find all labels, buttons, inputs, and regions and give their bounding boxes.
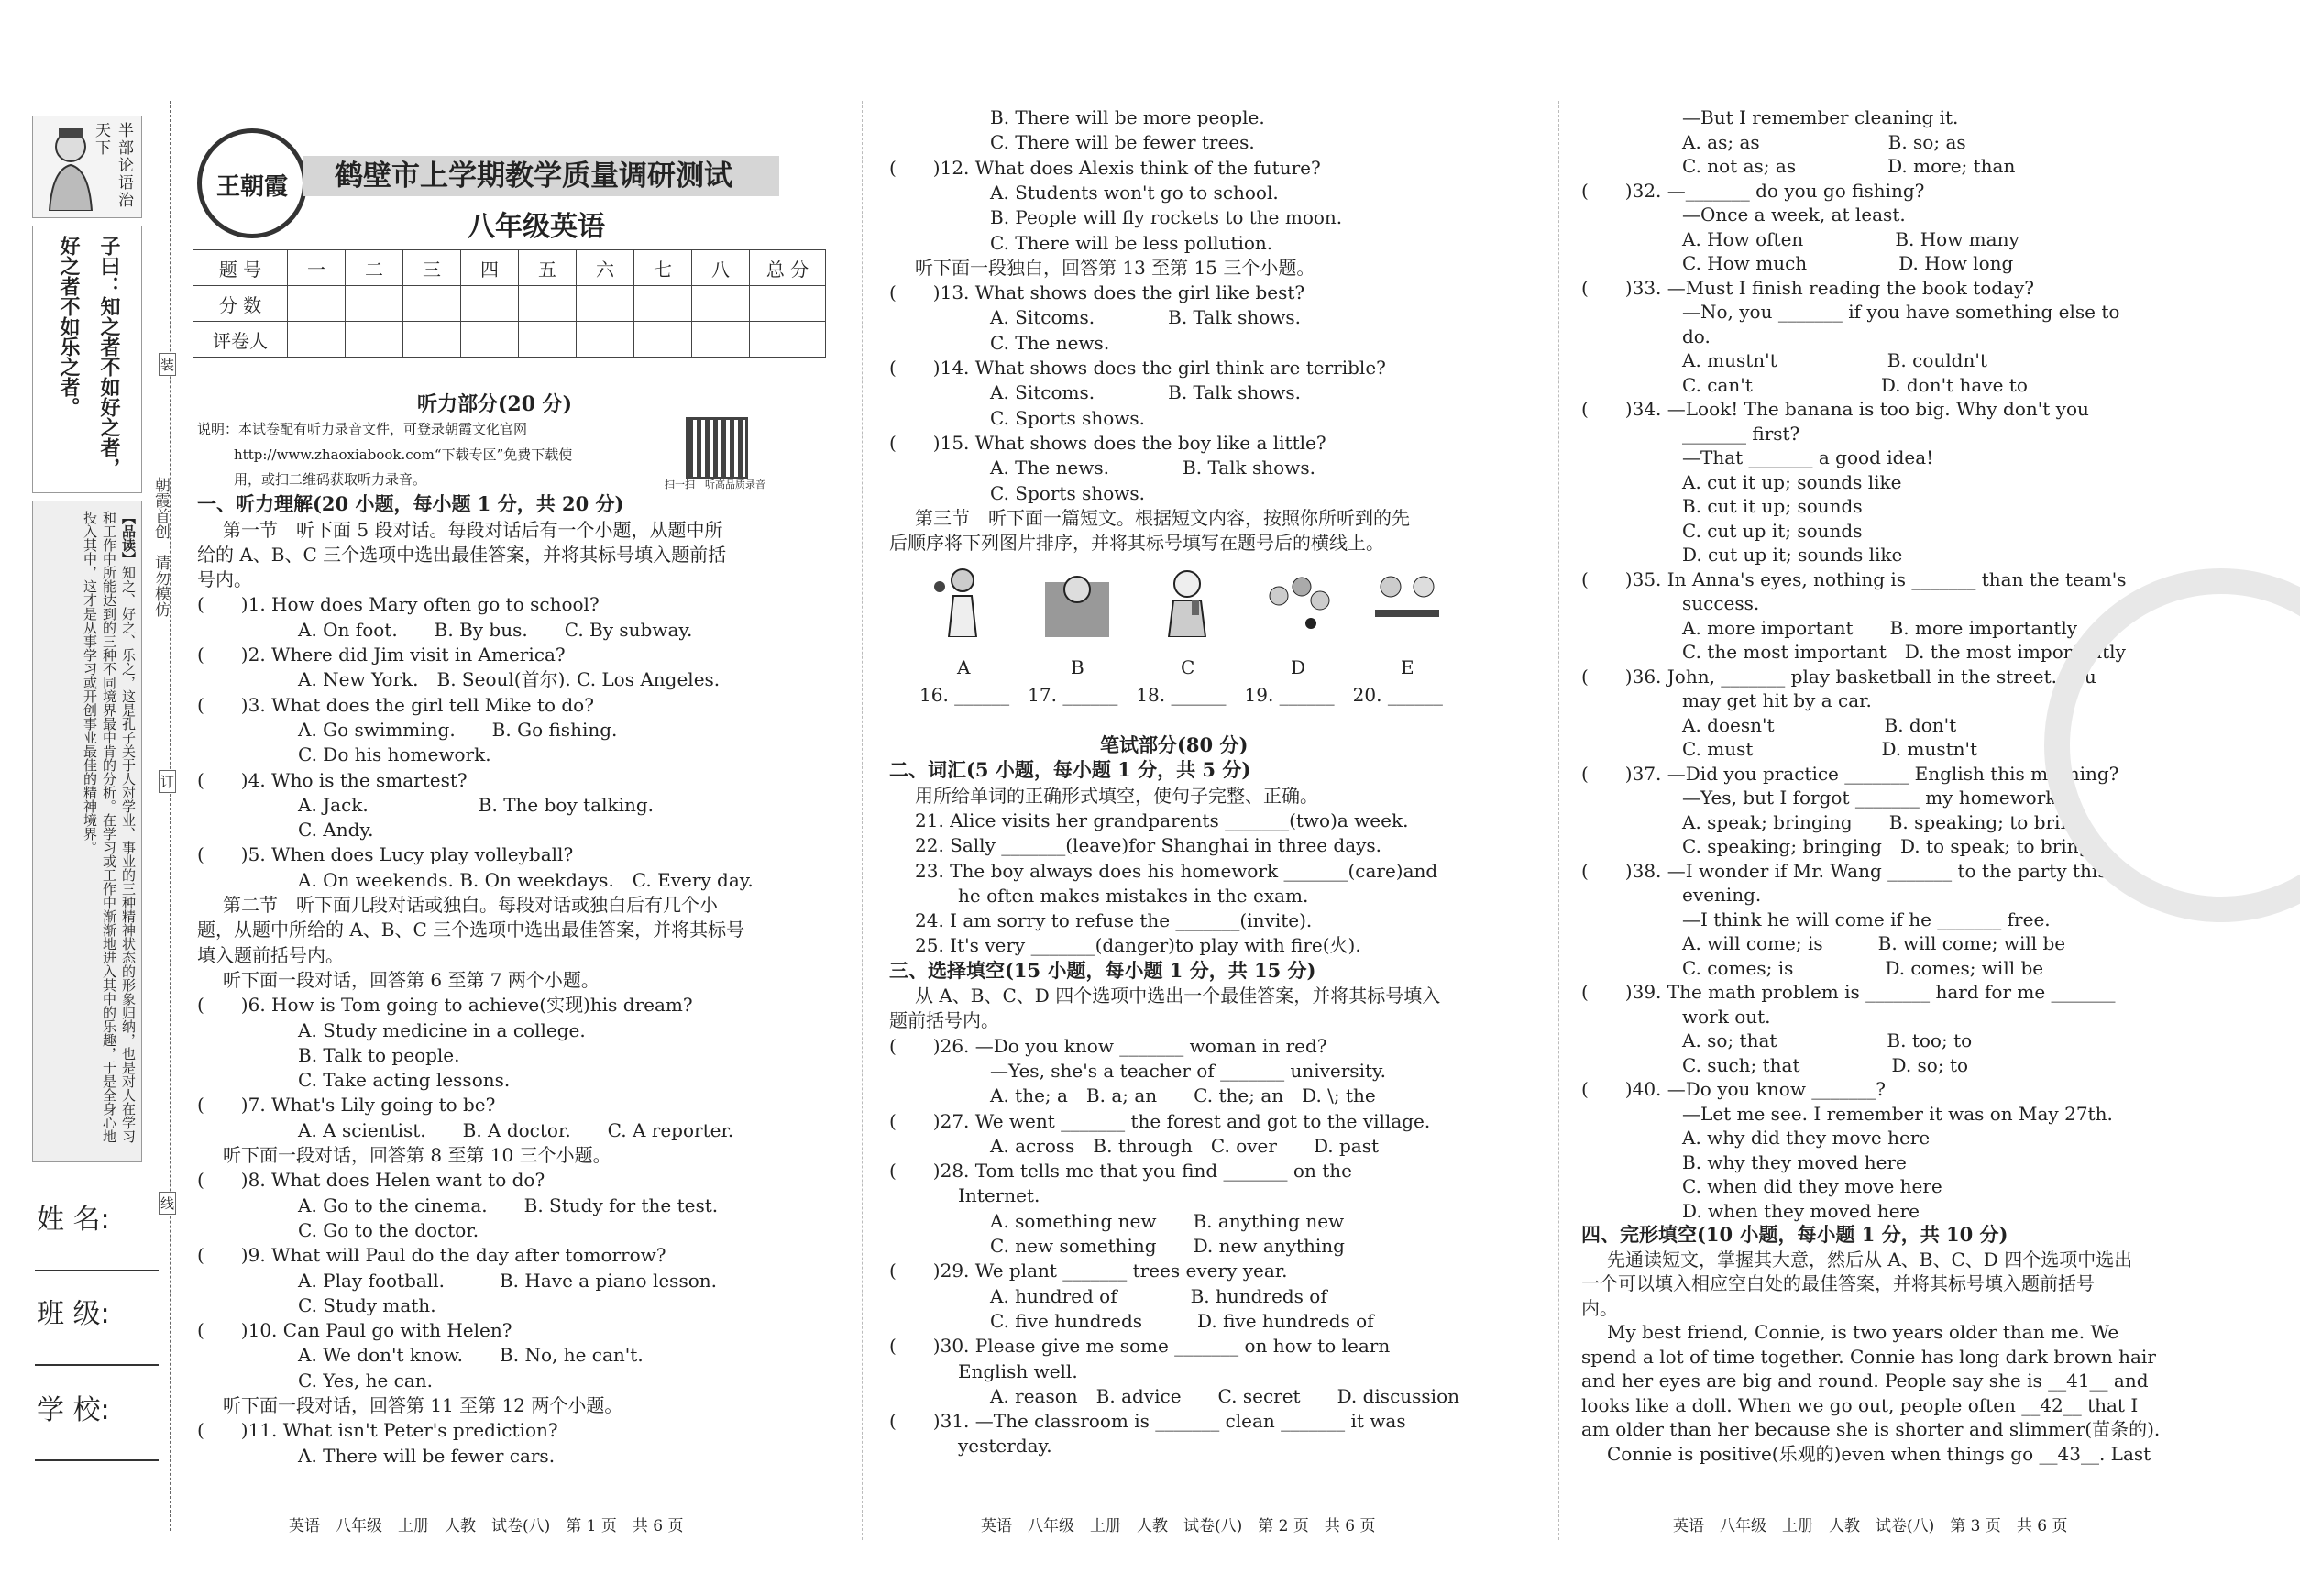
picture-e-icon: [1370, 564, 1444, 637]
col2b-line: A. the; a B. a; an C. the; an D. \; the: [990, 1084, 1376, 1107]
col3-line: C. comes; is D. comes; will be: [1682, 956, 2044, 979]
col2b-line: 21. Alice visits her grandparents _______(two)a week.: [915, 809, 1409, 831]
col2b-line: 笔试部分(80 分): [1100, 733, 1249, 756]
col3-line: B. why they moved here: [1682, 1150, 1907, 1173]
col2-line: 听下面一段独白，回答第 13 至第 15 三个小题。: [915, 256, 1315, 279]
col1-line: 听力部分(20 分): [417, 392, 573, 416]
score-cell[interactable]: [750, 286, 826, 322]
col3-line: C. speaking; bringing D. to speak; to bring: [1682, 835, 2091, 857]
col1-line: A. New York. B. Seoul(首尔). C. Los Angeles.: [298, 668, 721, 691]
col3-line: 先通读短文，掌握其大意，然后从 A、B、C、D 四个选项中选出: [1607, 1248, 2133, 1271]
grader-cell[interactable]: [288, 322, 346, 358]
col1-line: 填入题前括号内。: [197, 943, 344, 966]
col2-line: C. The news.: [990, 331, 1110, 354]
col1-line: ( )9. What will Paul do the day after tomorrow?: [197, 1244, 666, 1267]
col3-line: —That _______ a good idea!: [1682, 446, 1934, 468]
col2-line: 第三节 听下面一篇短文。根据短文内容，按照你所听到的先: [915, 506, 1410, 529]
col3-line: may get hit by a car.: [1682, 689, 1872, 711]
col1-line: A. On foot. B. By bus. C. By subway.: [298, 618, 693, 641]
col1-line: A. Study medicine in a college.: [298, 1018, 586, 1041]
col2-line: B. There will be more people.: [990, 106, 1265, 128]
name-field[interactable]: [35, 1270, 159, 1271]
col1-line: A. Play football. B. Have a piano lesson.: [298, 1269, 717, 1292]
footer-page-1: 英语 八年级 上册 人教 试卷(八) 第 1 页 共 6 页: [289, 1517, 684, 1535]
picture-label-d: D: [1291, 656, 1306, 678]
col3-line: —But I remember cleaning it.: [1682, 106, 1959, 128]
cut-mark-2: 订: [159, 770, 176, 793]
col2-line: ( )15. What shows does the boy like a little?: [889, 431, 1326, 454]
picture-row: [917, 564, 1485, 701]
col3-line: C. the most important D. the most importantly: [1682, 641, 2126, 663]
footer-page-2: 英语 八年级 上册 人教 试卷(八) 第 2 页 共 6 页: [981, 1517, 1376, 1535]
grader-cell[interactable]: [403, 322, 461, 358]
col2b-line: 25. It's very _______(danger)to play with fire(火).: [915, 934, 1361, 957]
grader-cell[interactable]: [461, 322, 519, 358]
score-cell[interactable]: [692, 286, 750, 322]
col1-line: ( )2. Where did Jim visit in America?: [197, 644, 566, 666]
col1-line: 说明：本试卷配有听力录音文件，可登录朝霞文化官网: [197, 421, 528, 438]
col-6: 六: [577, 250, 634, 286]
grader-cell[interactable]: [577, 322, 634, 358]
page-separator-2: [1558, 101, 1559, 1540]
col3-line: Connie is positive(乐观的)even when things go __43__. Last: [1607, 1442, 2151, 1465]
col1-line: 给的 A、B、C 三个选项中选出最佳答案，并将其标号填入题前括: [197, 543, 727, 566]
col2b-line: ( )29. We plant _______ trees every year.: [889, 1260, 1288, 1282]
col2b-line: C. five hundreds D. five hundreds of: [990, 1309, 1374, 1332]
col2b-line: A. reason B. advice C. secret D. discussion: [990, 1384, 1460, 1407]
col-1: 一: [288, 250, 346, 286]
col3-line: D. cut up it; sounds like: [1682, 544, 1903, 566]
col3-line: 一个可以填入相应空白处的最佳答案，并将其标号填入题前括号: [1581, 1272, 2095, 1294]
col1-line: 用，或扫二维码获取听力录音。: [234, 470, 427, 488]
qr-caption: 扫一扫 听高品质录音: [665, 479, 765, 490]
banner-text: 半部论语治天下: [92, 122, 133, 209]
score-cell[interactable]: [634, 286, 692, 322]
col3-line: ( )39. The math problem is _______ hard for me _______: [1581, 981, 2116, 1003]
col2b-line: A. hundred of B. hundreds of: [990, 1284, 1327, 1307]
col1-line: http://www.zhaoxiabook.com“下载专区”免费下载使: [234, 446, 573, 463]
col1-line: A. We don't know. B. No, he can't.: [298, 1344, 644, 1367]
col2b-line: A. across B. through C. over D. past: [990, 1134, 1380, 1157]
col3-line: C. not as; as D. more; than: [1682, 155, 2016, 177]
reading-box: [32, 501, 142, 1162]
col1-line: A. Go swimming. B. Go fishing.: [298, 718, 618, 741]
col1-line: 题，从题中所给的 A、B、C 三个选项中选出最佳答案，并将其标号: [197, 919, 745, 941]
col1-line: C. Take acting lessons.: [298, 1069, 511, 1092]
col2b-line: ( )30. Please give me some _______ on how to learn: [889, 1335, 1391, 1358]
col2-line: A. Students won't go to school.: [990, 181, 1279, 204]
col3-line: _______ first?: [1682, 422, 1800, 445]
col3-line: ( )35. In Anna's eyes, nothing is _______ than the team's: [1581, 567, 2127, 590]
col3-line: A. How often B. How many: [1682, 227, 2019, 250]
class-field-label: 班 级:: [37, 1298, 110, 1330]
col1-line: C. Andy.: [298, 819, 374, 842]
picture-b-icon: [1040, 564, 1114, 637]
col3-line: ( )40. —Do you know _______?: [1581, 1078, 1887, 1100]
col3-line: and her eyes are big and round. People say she is __41__ and: [1581, 1370, 2149, 1392]
brand-note: 朝霞首创 请勿模仿: [151, 477, 170, 617]
col1-line: ( )10. Can Paul go with Helen?: [197, 1319, 512, 1342]
col3-line: A. doesn't B. don't: [1682, 713, 1957, 736]
col3-line: D. when they moved here: [1682, 1199, 1920, 1222]
col2-line: 后顺序将下列图片排序，并将其标号填写在题号后的横线上。: [889, 532, 1384, 555]
cut-mark-1: 装: [159, 353, 176, 376]
col2b-line: 三、选择填空(15 小题，每小题 1 分，共 15 分): [889, 958, 1316, 982]
col2b-line: ( )31. —The classroom is _______ clean _______ it was: [889, 1410, 1406, 1433]
col3-line: My best friend, Connie, is two years older than me. We: [1607, 1321, 2119, 1343]
col1-line: ( )5. When does Lucy play volleyball?: [197, 843, 574, 866]
col3-line: C. when did they move here: [1682, 1175, 1942, 1197]
col3-line: ( )38. —I wonder if Mr. Wang _______ to the party this: [1581, 859, 2107, 882]
grader-cell[interactable]: [750, 322, 826, 358]
logo-text: 王朝霞: [215, 173, 288, 201]
col3-line: work out.: [1682, 1005, 1771, 1028]
col3-line: A. so; that B. too; to: [1682, 1029, 1973, 1051]
col2b-line: 23. The boy always does his homework _______(care)and: [915, 859, 1438, 882]
col2b-line: yesterday.: [958, 1435, 1052, 1458]
col2-line: A. Sitcoms. B. Talk shows.: [990, 381, 1302, 404]
col1-line: ( )6. How is Tom going to achieve(实现)his dream?: [197, 994, 693, 1017]
col-total: 总 分: [750, 250, 826, 286]
col2-line: A. The news. B. Talk shows.: [990, 457, 1315, 479]
col1-line: 号内。: [197, 568, 252, 591]
col3-line: C. How much D. How long: [1682, 252, 2014, 274]
col2-line: ( )13. What shows does the girl like best?: [889, 281, 1305, 304]
col1-line: C. Study math.: [298, 1293, 436, 1316]
logo: [197, 128, 307, 238]
col3-line: A. mustn't B. couldn't: [1682, 349, 1987, 371]
score-cell[interactable]: [519, 286, 577, 322]
col3-line: A. as; as B. so; as: [1682, 130, 1966, 153]
name-field-label: 姓 名:: [37, 1204, 110, 1236]
score-cell[interactable]: [577, 286, 634, 322]
quote-box: [32, 226, 142, 493]
sidebar: [28, 108, 145, 1172]
col2-line: C. There will be fewer trees.: [990, 131, 1255, 154]
col-7: 七: [634, 250, 692, 286]
school-field-label: 学 校:: [37, 1394, 110, 1426]
row-label-grader: 评卷人: [193, 322, 288, 358]
grader-cell[interactable]: [519, 322, 577, 358]
col1-line: C. Yes, he can.: [298, 1369, 434, 1392]
col3-line: looks like a doll. When we go out, people often __42__ that I: [1581, 1393, 2139, 1416]
col1-line: ( )4. Who is the smartest?: [197, 768, 468, 791]
exam-title: 鹤壁市上学期教学质量调研测试: [335, 160, 732, 193]
col1-line: 第二节 听下面几段对话或独白。每段对话或独白后有几个小: [223, 894, 718, 916]
qr-code[interactable]: [686, 417, 748, 479]
col3-line: C. such; that D. so; to: [1682, 1053, 1969, 1076]
banner-box: [32, 116, 142, 218]
col1-line: A. On weekends. B. On weekdays. C. Every day.: [298, 868, 754, 891]
col2b-line: English well.: [958, 1359, 1078, 1382]
col3-line: A. why did they move here: [1682, 1127, 1931, 1149]
page-separator-1: [862, 101, 863, 1540]
col1-line: 听下面一段对话，回答第 6 至第 7 两个小题。: [223, 968, 600, 991]
col3-line: A. more important B. more importantly: [1682, 616, 2078, 639]
col1-line: 听下面一段对话，回答第 8 至第 10 三个小题。: [223, 1144, 611, 1166]
score-cell[interactable]: [288, 286, 346, 322]
col2-line: C. Sports shows.: [990, 481, 1145, 504]
col3-line: 内。: [1581, 1296, 1618, 1319]
col1-line: A. There will be fewer cars.: [298, 1444, 556, 1467]
col3-line: success.: [1682, 592, 1760, 614]
col3-line: —Yes, but I forgot _______ my homework.: [1682, 787, 2063, 809]
class-field[interactable]: [35, 1364, 159, 1366]
col1-line: ( )8. What does Helen want to do?: [197, 1169, 545, 1192]
col2b-line: 用所给单词的正确形式填空，使句子完整、正确。: [915, 784, 1318, 807]
score-table: [193, 249, 826, 358]
col3-line: C. can't D. don't have to: [1682, 373, 2028, 396]
row-label-score: 分 数: [193, 286, 288, 322]
col2b-line: 24. I am sorry to refuse the _______(invite).: [915, 909, 1313, 932]
col1-line: 第一节 听下面 5 段对话。每段对话后有一个小题，从题中所: [223, 518, 723, 541]
grader-cell[interactable]: [692, 322, 750, 358]
score-cell[interactable]: [403, 286, 461, 322]
cut-mark-3: 线: [159, 1192, 176, 1215]
col-5: 五: [519, 250, 577, 286]
col1-line: ( )1. How does Mary often go to school?: [197, 593, 600, 616]
score-cell[interactable]: [461, 286, 519, 322]
col1-line: C. Go to the doctor.: [298, 1218, 479, 1241]
col2-line: B. People will fly rockets to the moon.: [990, 206, 1343, 229]
col-8: 八: [692, 250, 750, 286]
col3-line: ( )33. —Must I finish reading the book today?: [1581, 276, 2035, 299]
reading-text: [80, 511, 138, 1152]
col-3: 三: [403, 250, 461, 286]
col1-line: C. Do his homework.: [298, 743, 491, 766]
col2b-line: A. something new B. anything new: [990, 1209, 1345, 1232]
col1-line: ( )3. What does the girl tell Mike to do?: [197, 693, 594, 716]
picture-c-icon: [1150, 564, 1224, 637]
col1-line: 听下面一段对话，回答第 11 至第 12 两个小题。: [223, 1394, 623, 1416]
col2-line: C. Sports shows.: [990, 406, 1145, 429]
col3-line: —Once a week, at least.: [1682, 204, 1906, 226]
col2b-line: 二、词汇(5 小题，每小题 1 分，共 5 分): [889, 758, 1251, 782]
picture-label-c: C: [1181, 656, 1195, 678]
col-4: 四: [461, 250, 519, 286]
col3-line: C. cut up it; sounds: [1682, 519, 1863, 542]
reading-label: 【品读】: [120, 511, 137, 566]
col2-line: ( )12. What does Alexis think of the future?: [889, 156, 1321, 179]
school-field[interactable]: [35, 1459, 159, 1461]
col2b-line: C. new something D. new anything: [990, 1235, 1345, 1257]
col2b-line: 从 A、B、C、D 四个选项中选出一个最佳答案，并将其标号填入: [915, 985, 1441, 1007]
reading-body: 知之、好之、乐之，这是孔子关于人对学业、事业的三种精神状态的形象归纳，也是对人在学习和工作中所能达到的三种不同境界最中肯的分析。在学习或工作中渐渐地进入其中的乐趣，于是全身心地投入其中，这才是从事学习或开创事业最佳的精神境界。: [82, 511, 137, 1143]
col2b-line: Internet.: [958, 1184, 1040, 1207]
col2b-line: ( )27. We went _______ the forest and got to the village.: [889, 1109, 1431, 1132]
col3-line: spend a lot of time together. Connie has long dark brown hair: [1581, 1345, 2156, 1368]
row-label-number: 题 号: [193, 250, 288, 286]
quote-text: 子曰：知之者不如好之者，好之者不如乐之者。: [57, 236, 120, 478]
col3-line: am older than her because she is shorter and slimmer(苗条的).: [1581, 1418, 2161, 1440]
col3-line: —I think he will come if he _______ free.: [1682, 908, 2051, 930]
picture-label-b: B: [1071, 656, 1084, 678]
col1-line: A. A scientist. B. A doctor. C. A reporter.: [298, 1118, 734, 1141]
col3-line: ( )32. —_______ do you go fishing?: [1581, 179, 1925, 202]
col2-line: ( )14. What shows does the girl think are terrible?: [889, 357, 1386, 379]
col2b-line: —Yes, she's a teacher of _______ university.: [990, 1059, 1387, 1082]
col2b-line: ( )26. —Do you know _______ woman in red?: [889, 1034, 1327, 1057]
col3-line: —No, you _______ if you have something else to: [1682, 301, 2120, 323]
col1-line: A. Jack. B. The boy talking.: [298, 793, 655, 816]
col3-line: ( )36. John, _______ play basketball in the street. You: [1581, 665, 2096, 688]
col3-line: A. will come; is B. will come; will be: [1682, 932, 2066, 954]
col2-line: A. Sitcoms. B. Talk shows.: [990, 306, 1302, 329]
col1-line: A. Go to the cinema. B. Study for the test.: [298, 1194, 719, 1216]
col3-line: do.: [1682, 325, 1711, 347]
col2b-line: he often makes mistakes in the exam.: [958, 884, 1309, 907]
picture-blanks: 16. ______ 17. ______ 18. ______ 19. ______ 20. ______: [919, 684, 1443, 706]
col1-line: 一、听力理解(20 小题，每小题 1 分，共 20 分): [197, 492, 624, 516]
binding-line: [170, 101, 171, 1531]
footer-page-3: 英语 八年级 上册 人教 试卷(八) 第 3 页 共 6 页: [1673, 1517, 2068, 1535]
col3-line: A. speak; bringing B. speaking; to bring: [1682, 810, 2085, 833]
col1-line: B. Talk to people.: [298, 1043, 460, 1066]
col3-line: ( )34. —Look! The banana is too big. Why don't you: [1581, 398, 2089, 420]
grader-cell[interactable]: [634, 322, 692, 358]
col3-line: 四、完形填空(10 小题，每小题 1 分，共 10 分): [1581, 1223, 2008, 1246]
col3-line: A. cut it up; sounds like: [1682, 470, 1902, 493]
subject-title: 八年级英语: [468, 211, 605, 243]
col1-line: ( )7. What's Lily going to be?: [197, 1094, 496, 1117]
picture-a-icon: [926, 564, 999, 637]
col1-line: ( )11. What isn't Peter's prediction?: [197, 1419, 558, 1442]
col3-line: —Let me see. I remember it was on May 27th.: [1682, 1102, 2113, 1125]
col3-line: ( )37. —Did you practice _______ English this morning?: [1581, 762, 2119, 785]
col3-line: B. cut it up; sounds: [1682, 495, 1863, 517]
col-2: 二: [346, 250, 403, 286]
grader-cell[interactable]: [346, 322, 403, 358]
col3-line: C. must D. mustn't: [1682, 738, 1978, 760]
score-cell[interactable]: [346, 286, 403, 322]
picture-label-e: E: [1401, 656, 1414, 678]
col2b-line: ( )28. Tom tells me that you find _______ on the: [889, 1160, 1352, 1183]
col3-line: evening.: [1682, 884, 1762, 906]
picture-d-icon: [1260, 564, 1334, 637]
col2b-line: 题前括号内。: [889, 1009, 999, 1032]
col2-line: C. There will be less pollution.: [990, 231, 1273, 254]
picture-label-a: A: [957, 656, 971, 678]
col2b-line: 22. Sally _______(leave)for Shanghai in three days.: [915, 834, 1382, 857]
